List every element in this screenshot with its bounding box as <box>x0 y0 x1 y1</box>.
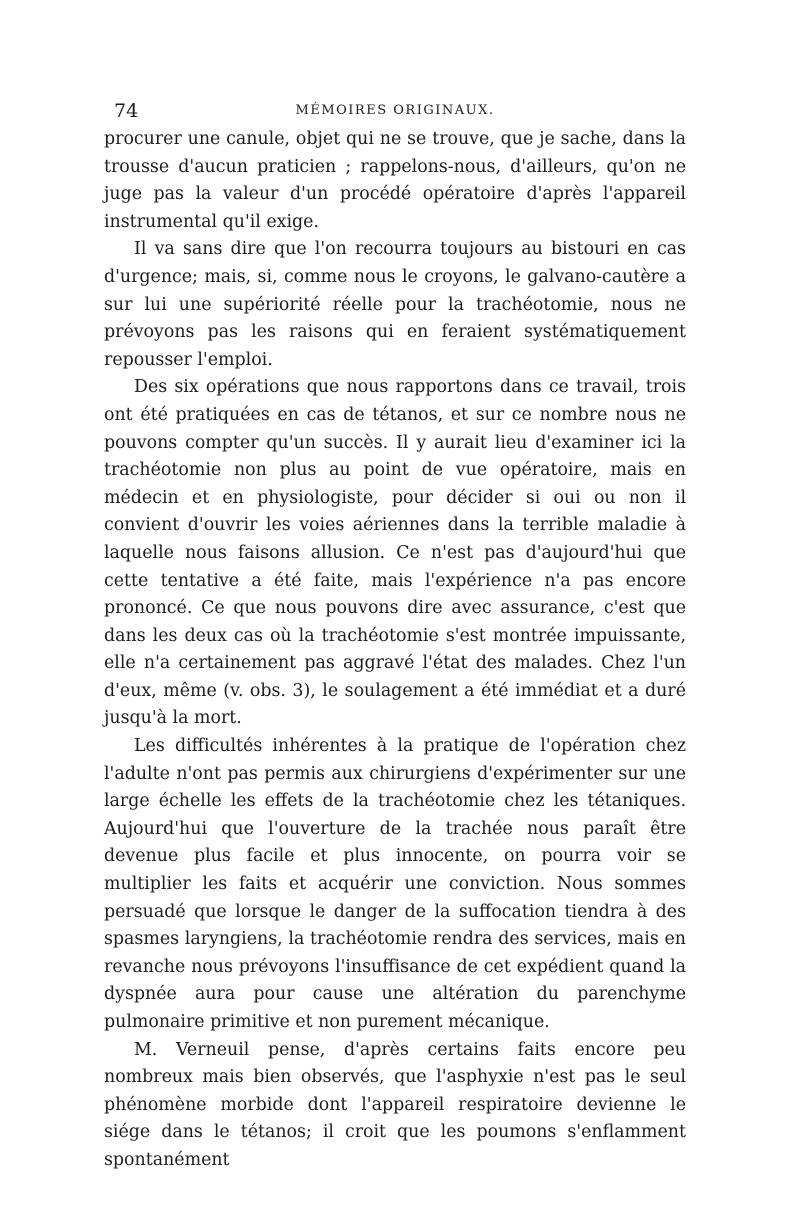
paragraph-2: Il va sans dire que l'on recourra toujours au bistouri en cas d'urgence; mais, si, comme nous le croyons, le galvano-cautère a sur lui une supériorité réelle pour la trachéotomie, nous ne prévoyons pas les raisons qui en feraient systématiquement repousser l'emploi. <box>104 239 686 370</box>
page-number: 74 <box>114 100 139 122</box>
paragraph-5: M. Verneuil pense, d'après certains faits encore peu nombreux mais bien observés, que l'asphyxie n'est pas le seul phénomène morbide dont l'appareil respiratoire devienne le siége dans le tétanos; il croit que les poumons s'enflamment spontanément <box>104 1039 686 1170</box>
running-head <box>104 98 686 126</box>
body-text <box>104 126 686 1175</box>
paragraph-4: Les difficultés inhérentes à la pratique de l'opération chez l'adulte n'ont pas permis aux chirurgiens d'expérimenter sur une large échelle les effets de la trachéotomie chez les tétaniques. Aujourd'hui que l'ouverture de la trachée nous paraît être devenue plus facile et plus innocente, on pourra voir se multiplier les faits et acquérir une conviction. Nous sommes persuadé que lorsque le danger de la suffocation tiendra à des spasmes laryngiens, la trachéotomie rendra des services, mais en revanche nous prévoyons l'insuffisance de cet expédient quand la dyspnée aura pour cause une altération du parenchyme pulmonaire primitive et non purement mécanique. <box>104 736 686 1032</box>
paragraph-1: procurer une canule, objet qui ne se trouve, que je sache, dans la trousse d'aucun praticien ; rappelons-nous, d'ailleurs, qu'on ne juge pas la valeur d'un procédé opératoire d'après l'appareil instrumental qu'il exige. <box>104 129 686 232</box>
paragraph-3: Des six opérations que nous rapportons dans ce travail, trois ont été pratiquées en cas de tétanos, et sur ce nombre nous ne pouvons compter qu'un succès. Il y aurait lieu d'examiner ici la trachéotomie non plus au point de vue opératoire, mais en médecin et en physiologiste, pour décider si oui ou non il convient d'ouvrir les voies aériennes dans la terrible maladie à laquelle nous faisons allusion. Ce n'est pas d'aujourd'hui que cette tentative a été faite, mais l'expérience n'a pas encore prononcé. Ce que nous pouvons dire avec assurance, c'est que dans les deux cas où la trachéotomie s'est montrée impuissante, elle n'a certainement pas aggravé l'état des malades. Chez l'un d'eux, même (v. obs. 3), le soulagement a été immédiat et a duré jusqu'à la mort. <box>104 377 686 729</box>
book-page <box>104 98 686 1175</box>
running-title: MÉMOIRES ORIGINAUX. <box>295 103 495 118</box>
